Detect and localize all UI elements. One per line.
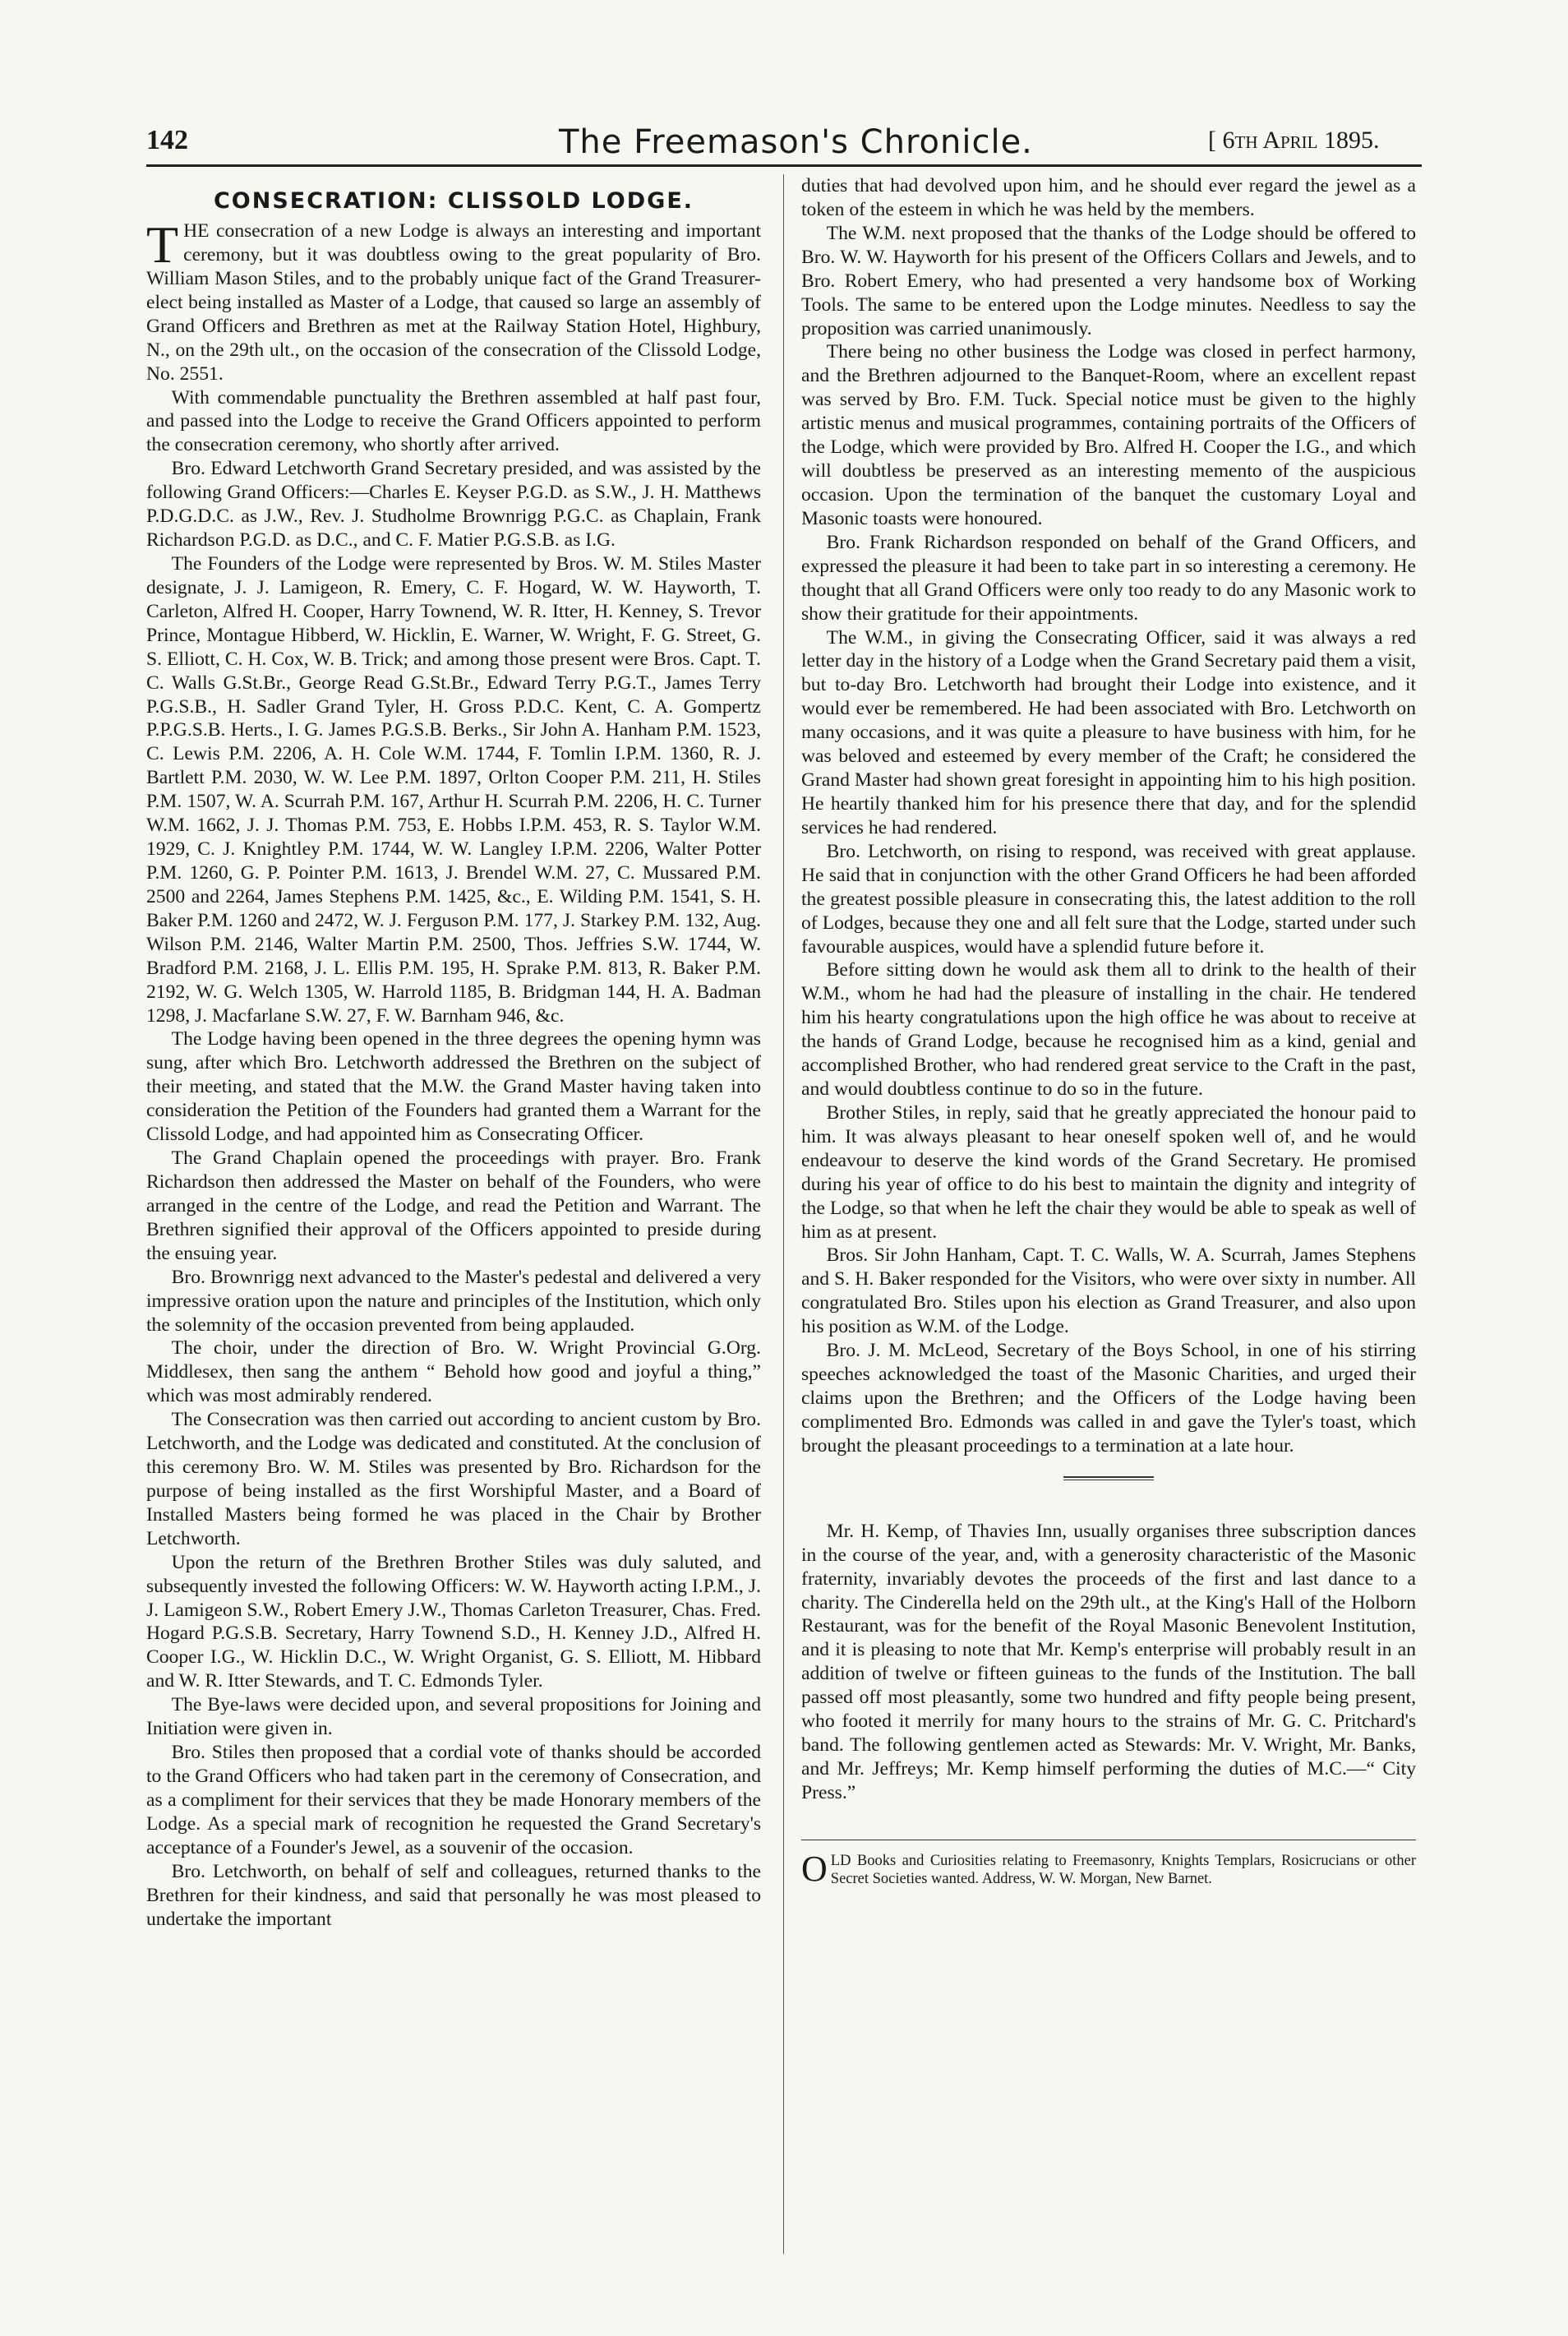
- article-paragraph: The choir, under the direction of Bro. W. Wright Provincial G.Org. Middlesex, then sang the anthem “ Behold how good and joyful a thing,” which was most admirably rendered.: [146, 1337, 761, 1407]
- article-paragraph: Bro. J. M. McLeod, Secretary of the Boys School, in one of his stirring speeches acknowledged the toast of the Masonic Charities, and urged their claims upon the Brethren; and the Officers of the Lodge having been complimented Bro. Edmonds was called in and gave the Tyler's toast, which brought the pleasant proceedings to a termination at a late hour.: [801, 1340, 1416, 1457]
- article-paragraph: There being no other business the Lodge was closed in perfect harmony, and the Brethren adjourned to the Banquet-Room, where an excellent repast was served by Bro. F.M. Tuck. Special notice must be given to the highly artistic menus and musical programmes, containing portraits of the Officers of the Lodge, which were provided by Bro. Alfred H. Cooper the I.G., and which will doubtless be preserved as an interesting memento of the auspicious occasion. Upon the termination of the banquet the customary Loyal and Masonic toasts were honoured.: [801, 341, 1416, 529]
- column-divider: [783, 174, 784, 2254]
- article-paragraph: THE consecration of a new Lodge is always an interesting and important ceremony, but it was doubtless owing to the great popularity of Bro. William Mason Stiles, and to the probably unique fact of the Grand Treasurer-elect being installed as Master of a Lodge, that caused so large an assembly of Grand Officers and Brethren as met at the Railway Station Hotel, Highbury, N., on the 29th ult., on the occasion of the consecration of the Clissold Lodge, No. 2551.: [146, 215, 761, 385]
- drop-cap: T: [146, 215, 179, 275]
- issue-date: [ 6th April 1895.: [1208, 127, 1380, 154]
- article-paragraph: Bros. Sir John Hanham, Capt. T. C. Walls, W. A. Scurrah, James Stephens and S. H. Baker responded for the Visitors, who were over sixty in number. All congratulated Bro. Stiles upon his election as Grand Treasurer, and also upon his position as W.M. of the Lodge.: [801, 1244, 1416, 1338]
- article-paragraph: The Lodge having been opened in the three degrees the opening hymn was sung, after which Bro. Letchworth addressed the Brethren on the subject of their meeting, and stated that the M.W. the Grand Master having taken into consideration the Petition of the Founders had granted them a Warrant for the Clissold Lodge, and had appointed him as Consecrating Officer.: [146, 1028, 761, 1146]
- article-paragraph: Bro. Brownrigg next advanced to the Master's pedestal and delivered a very impressive oration upon the nature and principles of the Institution, which only the solemnity of the occasion prevented from being applauded.: [146, 1266, 761, 1336]
- right-column: [801, 174, 1416, 2262]
- article-paragraph: Bro. Frank Richardson responded on behalf of the Grand Officers, and expressed the pleasure it had been to take part in so interesting a ceremony. He thought that all Grand Officers were only too ready to do any Masonic work to show their gratitude for their appointments.: [801, 531, 1416, 625]
- article-paragraph: duties that had devolved upon him, and he should ever regard the jewel as a token of the esteem in which he was held by the members.: [801, 175, 1416, 220]
- header-rule: [146, 164, 1422, 167]
- article-paragraph: The Consecration was then carried out according to ancient custom by Bro. Letchworth, and the Lodge was dedicated and constituted. At the conclusion of this ceremony Bro. W. M. Stiles was presented by Bro. Richardson for the purpose of being installed as the first Worshipful Master, and a Board of Installed Masters being formed he was placed in the Chair by Brother Letchworth.: [146, 1409, 761, 1549]
- kemp-paragraph: Mr. H. Kemp, of Thavies Inn, usually organises three subscription dances in the course of the year, and, with a generosity characteristic of the Masonic fraternity, invariably devotes the proceeds of the first and last dance to a charity. The Cinderella held on the 29th ult., at the King's Hall of the Holborn Restaurant, was for the benefit of the Royal Masonic Benevolent Institution, and it is pleasing to note that Mr. Kemp's enterprise will probably result in an addition of twelve or fifteen guineas to the funds of the Institution. The ball passed off most pleasantly, some two hundred and fifty people being present, who footed it merrily for many hours to the strains of Mr. G. C. Pritchard's band. The following gentlemen acted as Stewards: Mr. V. Wright, Mr. Banks, and Mr. Jeffreys; Mr. Kemp himself performing the duties of M.C.—“ City Press.”: [801, 1520, 1416, 1803]
- article-paragraph: Brother Stiles, in reply, said that he greatly appreciated the honour paid to him. It was always pleasant to hear oneself spoken well of, and he would endeavour to deserve the kind words of the Grand Secretary. He promised during his year of office to do his best to maintain the dignity and integrity of the Lodge, so that when he left the chair they would be able to speak as well of him as at present.: [801, 1101, 1416, 1243]
- article-paragraph: Upon the return of the Brethren Brother Stiles was duly saluted, and subsequently invested the following Officers: W. W. Hayworth acting I.P.M., J. J. Lamigeon S.W., Robert Emery J.W., Thomas Carleton Treasurer, Chas. Fred. Hogard P.G.S.B. Secretary, Harry Townend S.D., H. Kenney J.D., Alfred H. Cooper I.G., W. Hicklin D.C., W. Wright Organist, G. S. Elliott, M. Hibbard and W. R. Itter Stewards, and T. C. Edmonds Tyler.: [146, 1551, 761, 1692]
- article-paragraph: Before sitting down he would ask them all to drink to the health of their W.M., whom he had had the pleasure of installing in the chair. He tendered him his hearty congratulations upon the high office he was about to receive at the hands of Grand Lodge, because he recognised him as a kind, genial and accomplished Brother, who had rendered great service to the Craft in the past, and would doubtless continue to do so in the future.: [801, 959, 1416, 1101]
- article-title: CONSECRATION: CLISSOLD LODGE.: [213, 188, 694, 214]
- article-paragraph: Bro. Stiles then proposed that a cordial vote of thanks should be accorded to the Grand Officers who had taken part in the ceremony of Consecration, and as a compliment for their services that they be made Honorary members of the Lodge. As a special mark of recognition he requested the Grand Secretary's acceptance of a Founder's Jewel, as a souvenir of the occasion.: [146, 1742, 761, 1858]
- article-paragraph: With commendable punctuality the Brethren assembled at half past four, and passed into the Lodge to receive the Grand Officers appointed to perform the consecration ceremony, who shortly after arrived.: [146, 386, 761, 456]
- classified-advert: OLD Books and Curiosities relating to Freemasonry, Knights Templars, Rosicrucians or other Secret Societies wanted. Address, W. W. Morgan, New Barnet.: [801, 1848, 1416, 1889]
- article-paragraph: Bro. Letchworth, on behalf of self and colleagues, returned thanks to the Brethren for their kindness, and said that personally he was most pleased to undertake the important: [146, 1860, 761, 1930]
- article-paragraph: The Founders of the Lodge were represented by Bros. W. M. Stiles Master designate, J. J. Lamigeon, R. Emery, C. F. Hogard, W. W. Hayworth, T. Carleton, Alfred H. Cooper, Harry Townend, W. R. Itter, H. Kenney, S. Trevor Prince, Montague Hibberd, W. Hicklin, E. Warner, W. Wright, F. G. Street, G. S. Elliott, C. H. Cox, W. B. Trick; and among those present were Bros. Capt. T. C. Walls G.St.Br., George Read G.St.Br., Edward Terry P.G.T., James Terry P.G.S.B., H. Sadler Grand Tyler, H. Gross P.D.C. Kent, C. A. Gompertz P.P.G.S.B. Herts., I. G. James P.G.S.B. Berks., Sir John A. Hanham P.M. 1523, C. Lewis P.M. 2206, A. H. Cole W.M. 1744, F. Tomlin I.P.M. 1360, R. J. Bartlett P.M. 2030, W. W. Lee P.M. 1897, Orlton Cooper P.M. 211, H. Stiles P.M. 1507, W. A. Scurrah P.M. 167, Arthur H. Scurrah P.M. 2206, H. C. Turner W.M. 1662, J. J. Thomas P.M. 753, E. Hobbs I.P.M. 453, R. S. Taylor W.M. 1929, C. J. Knightley P.M. 1744, W. W. Langley I.P.M. 2206, Walter Potter P.M. 1260, G. P. Pointer P.M. 1613, J. Brendel W.M. 27, C. Mussared P.M. 2500 and 2264, James Stephens P.M. 1425, &c., E. Wilding P.M. 1541, S. H. Baker P.M. 1260 and 2472, W. J. Ferguson P.M. 177, J. Starkey P.M. 132, Aug. Wilson P.M. 2146, Walter Martin P.M. 2500, Thos. Jeffries S.W. 1744, W. Bradford P.M. 2168, J. L. Ellis P.M. 195, H. Sprake P.M. 813, R. Baker P.M. 2192, W. G. Welch 1305, W. Harrold 1185, B. Bridgman 144, H. A. Badman 1298, J. Macfarlane S.W. 27, F. W. Barnham 946, &c.: [146, 553, 761, 1027]
- article-paragraph: The Grand Chaplain opened the proceedings with prayer. Bro. Frank Richardson then addressed the Master on behalf of the Founders, who were arranged in the centre of the Lodge, and read the Petition and Warrant. The Brethren signified their approval of the Officers appointed to preside during the ensuing year.: [146, 1147, 761, 1264]
- advert-drop-cap: O: [801, 1848, 828, 1889]
- page-number: 142: [146, 125, 188, 155]
- article-paragraph: Bro. Edward Letchworth Grand Secretary presided, and was assisted by the following Grand Officers:—Charles E. Keyser P.G.D. as S.W., J. H. Matthews P.D.G.D.C. as J.W., Rev. J. Studholme Brownrigg P.G.C. as Chaplain, Frank Richardson P.G.D. as D.C., and C. F. Matier P.G.S.B. as I.G.: [146, 458, 761, 552]
- section-ornament-rule: [1063, 1476, 1154, 1480]
- article-paragraph: The W.M. next proposed that the thanks of the Lodge should be offered to Bro. W. W. Hayworth for his present of the Officers Collars and Jewels, and to Bro. Robert Emery, who had presented a very handsome box of Working Tools. The same to be entered upon the Lodge minutes. Needless to say the proposition was carried unanimously.: [801, 222, 1416, 339]
- article-paragraph: The W.M., in giving the Consecrating Officer, said it was always a red letter day in the history of a Lodge when the Grand Secretary paid them a visit, but to-day Bro. Letchworth had brought their Lodge into existence, and it would ever be remembered. He had been associated with Bro. Letchworth on many occasions, and it was quite a pleasure to have business with him, for he was beloved and esteemed by every member of the Craft; he considered the Grand Master had shown great foresight in appointing him to his high position. He heartily thanked him for his presence there that day, and for the splendid services he had rendered.: [801, 626, 1416, 838]
- page-title: The Freemason's Chronicle.: [559, 123, 1033, 161]
- article-paragraph: The Bye-laws were decided upon, and several propositions for Joining and Initiation were given in.: [146, 1694, 761, 1740]
- article-paragraph: Bro. Letchworth, on rising to respond, was received with great applause. He said that in conjunction with the other Grand Officers he had been afforded the greatest possible pleasure in consecrating this, the latest addition to the roll of Lodges, because they one and all felt sure that the Lodge, started under such favourable auspices, would have a splendid future before it.: [801, 840, 1416, 958]
- left-column: [146, 174, 761, 2262]
